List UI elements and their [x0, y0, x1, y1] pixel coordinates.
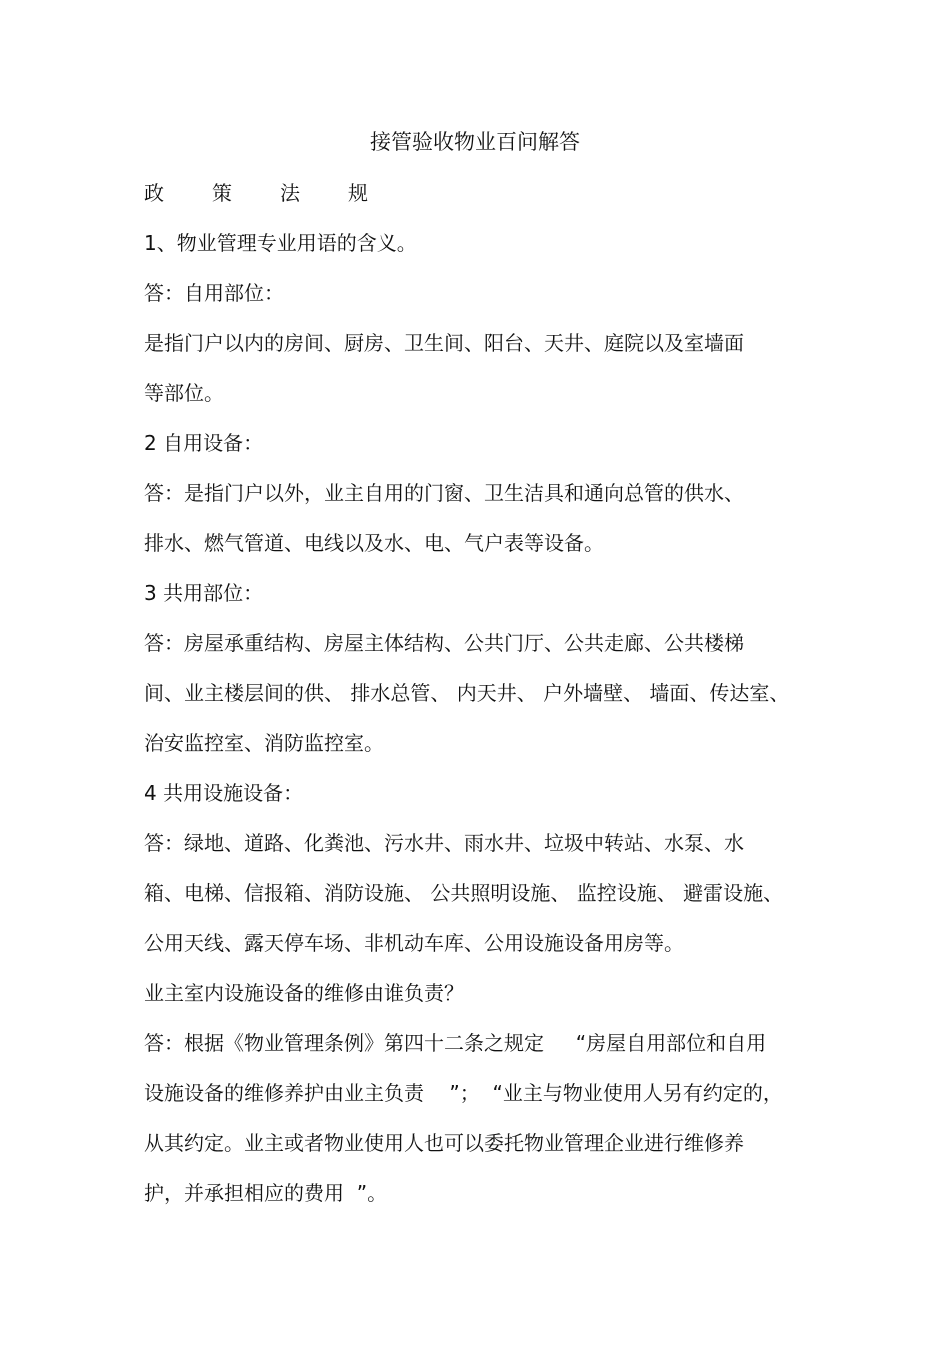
question-5: 业主室内设施设备的维修由谁负责？ — [144, 981, 464, 1005]
answer-label: 答：自用部位： — [144, 281, 284, 305]
body-text-line: 答：根据《物业管理条例》第四十二条之规定 “房屋自用部位和自用 — [144, 1031, 767, 1055]
body-text-line: 等部位。 — [144, 381, 224, 405]
body-text-line: 间、业主楼层间的供、 排水总管、 内天井、 户外墙壁、 墙面、传达室、 — [144, 681, 790, 705]
body-text-line: 从其约定。业主或者物业使用人也可以委托物业管理企业进行维修养 — [144, 1131, 744, 1155]
section-char: 规 — [348, 181, 368, 205]
body-text-line: 公用天线、露天停车场、非机动车库、公用设施设备用房等。 — [144, 931, 684, 955]
body-text-line: 答：是指门户以外，业主自用的门窗、卫生洁具和通向总管的供水、 — [144, 481, 744, 505]
body-text-line: 是指门户以内的房间、厨房、卫生间、阳台、天井、庭院以及室墙面 — [144, 331, 744, 355]
question-2: 2 自用设备： — [144, 431, 264, 455]
section-char: 政 — [144, 181, 164, 205]
question-1: 1、物业管理专业用语的含义。 — [144, 231, 417, 255]
body-text-line: 设施设备的维修养护由业主负责 ”； “业主与物业使用人另有约定的， — [144, 1081, 783, 1105]
body-text-line: 治安监控室、消防监控室。 — [144, 731, 384, 755]
section-char: 策 — [212, 181, 232, 205]
body-text-line: 排水、燃气管道、电线以及水、电、气户表等设备。 — [144, 531, 604, 555]
document-title: 接管验收物业百问解答 — [370, 130, 580, 154]
section-heading — [144, 180, 416, 206]
question-3: 3 共用部位： — [144, 581, 264, 605]
body-text-line: 答：绿地、道路、化粪池、污水井、雨水井、垃圾中转站、水泵、水 — [144, 831, 744, 855]
section-char: 法 — [280, 181, 300, 205]
question-4: 4 共用设施设备： — [144, 781, 304, 805]
body-text-line: 箱、电梯、信报箱、消防设施、 公共照明设施、 监控设施、 避雷设施、 — [144, 881, 784, 905]
body-text-line: 答：房屋承重结构、房屋主体结构、公共门厅、公共走廊、公共楼梯 — [144, 631, 744, 655]
body-text-line: 护，并承担相应的费用 ”。 — [144, 1181, 388, 1205]
